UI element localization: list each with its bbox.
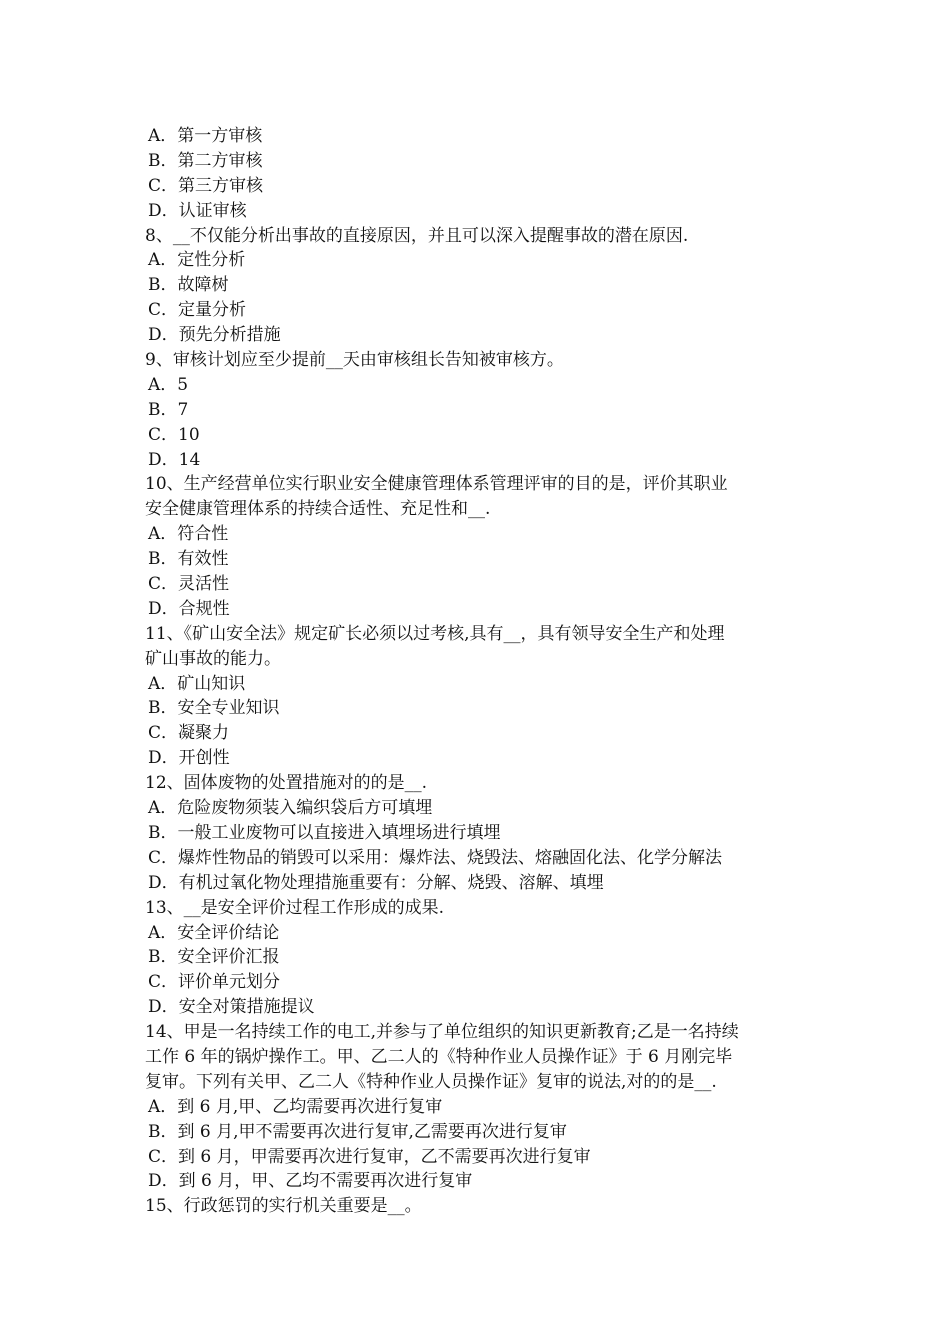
question-text: 安全健康管理体系的持续合适性、充足性和__. — [145, 499, 491, 520]
answer-option: D．14 — [148, 449, 201, 470]
answer-option: A．到 6 月,甲、乙均需要再次进行复审 — [148, 1096, 443, 1117]
answer-option: B．到 6 月,甲不需要再次进行复审,乙需要再次进行复审 — [148, 1121, 567, 1142]
question-text: 12、固体废物的处置措施对的的是__. — [145, 773, 428, 794]
answer-option: B．一般工业废物可以直接进入填埋场进行填埋 — [148, 822, 501, 843]
answer-option: B．安全评价汇报 — [148, 947, 280, 968]
answer-option: A．定性分析 — [148, 250, 246, 271]
answer-option: B．有效性 — [148, 549, 229, 570]
answer-option: B．第二方审核 — [148, 150, 263, 171]
answer-option: D．开创性 — [148, 748, 230, 769]
answer-option: D．预先分析措施 — [148, 325, 281, 346]
answer-option: C．到 6 月，甲需要再次进行复审，乙不需要再次进行复审 — [148, 1146, 591, 1167]
answer-option: D．有机过氧化物处理措施重要有：分解、烧毁、溶解、填埋 — [148, 872, 604, 893]
answer-option: B．7 — [148, 399, 189, 420]
question-text: 8、__不仅能分析出事故的直接原因，并且可以深入提醒事故的潜在原因. — [145, 225, 689, 246]
question-text: 11、《矿山安全法》规定矿长必须以过考核,具有__，具有领导安全生产和处理 — [145, 623, 725, 644]
answer-option: C．爆炸性物品的销毁可以采用：爆炸法、烧毁法、熔融固化法、化学分解法 — [148, 847, 723, 868]
answer-option: C．凝聚力 — [148, 723, 230, 744]
question-text: 复审。下列有关甲、乙二人《特种作业人员操作证》复审的说法,对的的是__. — [145, 1071, 717, 1092]
answer-option: A．危险废物须装入编织袋后方可填埋 — [148, 798, 433, 819]
question-text: 13、__是安全评价过程工作形成的成果. — [145, 897, 445, 918]
answer-option: C．第三方审核 — [148, 175, 264, 196]
question-text: 工作 6 年的锅炉操作工。甲、乙二人的《特种作业人员操作证》于 6 月刚完毕 — [145, 1046, 733, 1067]
answer-option: D．安全对策措施提议 — [148, 997, 315, 1018]
answer-option: C．灵活性 — [148, 574, 230, 595]
answer-option: C．评价单元划分 — [148, 972, 281, 993]
question-list — [145, 124, 810, 1219]
question-text: 14、甲是一名持续工作的电工,并参与了单位组织的知识更新教育;乙是一名持续 — [145, 1022, 739, 1043]
answer-option: A．矿山知识 — [148, 673, 246, 694]
answer-option: C．定量分析 — [148, 300, 247, 321]
answer-option: A．符合性 — [148, 524, 229, 545]
question-text: 10、生产经营单位实行职业安全健康管理体系管理评审的目的是，评价其职业 — [145, 474, 728, 495]
answer-option: D．合规性 — [148, 598, 230, 619]
question-text: 15、行政惩罚的实行机关重要是__。 — [145, 1196, 422, 1217]
answer-option: A．安全评价结论 — [148, 922, 280, 943]
answer-option: C．10 — [148, 424, 200, 445]
answer-option: B．故障树 — [148, 275, 229, 296]
question-text: 9、审核计划应至少提前__天由审核组长告知被审核方。 — [145, 350, 564, 371]
answer-option: D．到 6 月，甲、乙均不需要再次进行复审 — [148, 1171, 473, 1192]
answer-option: B．安全专业知识 — [148, 698, 280, 719]
answer-option: D．认证审核 — [148, 200, 247, 221]
question-text: 矿山事故的能力。 — [145, 648, 281, 669]
answer-option: A．5 — [148, 374, 189, 395]
answer-option: A．第一方审核 — [148, 126, 263, 146]
